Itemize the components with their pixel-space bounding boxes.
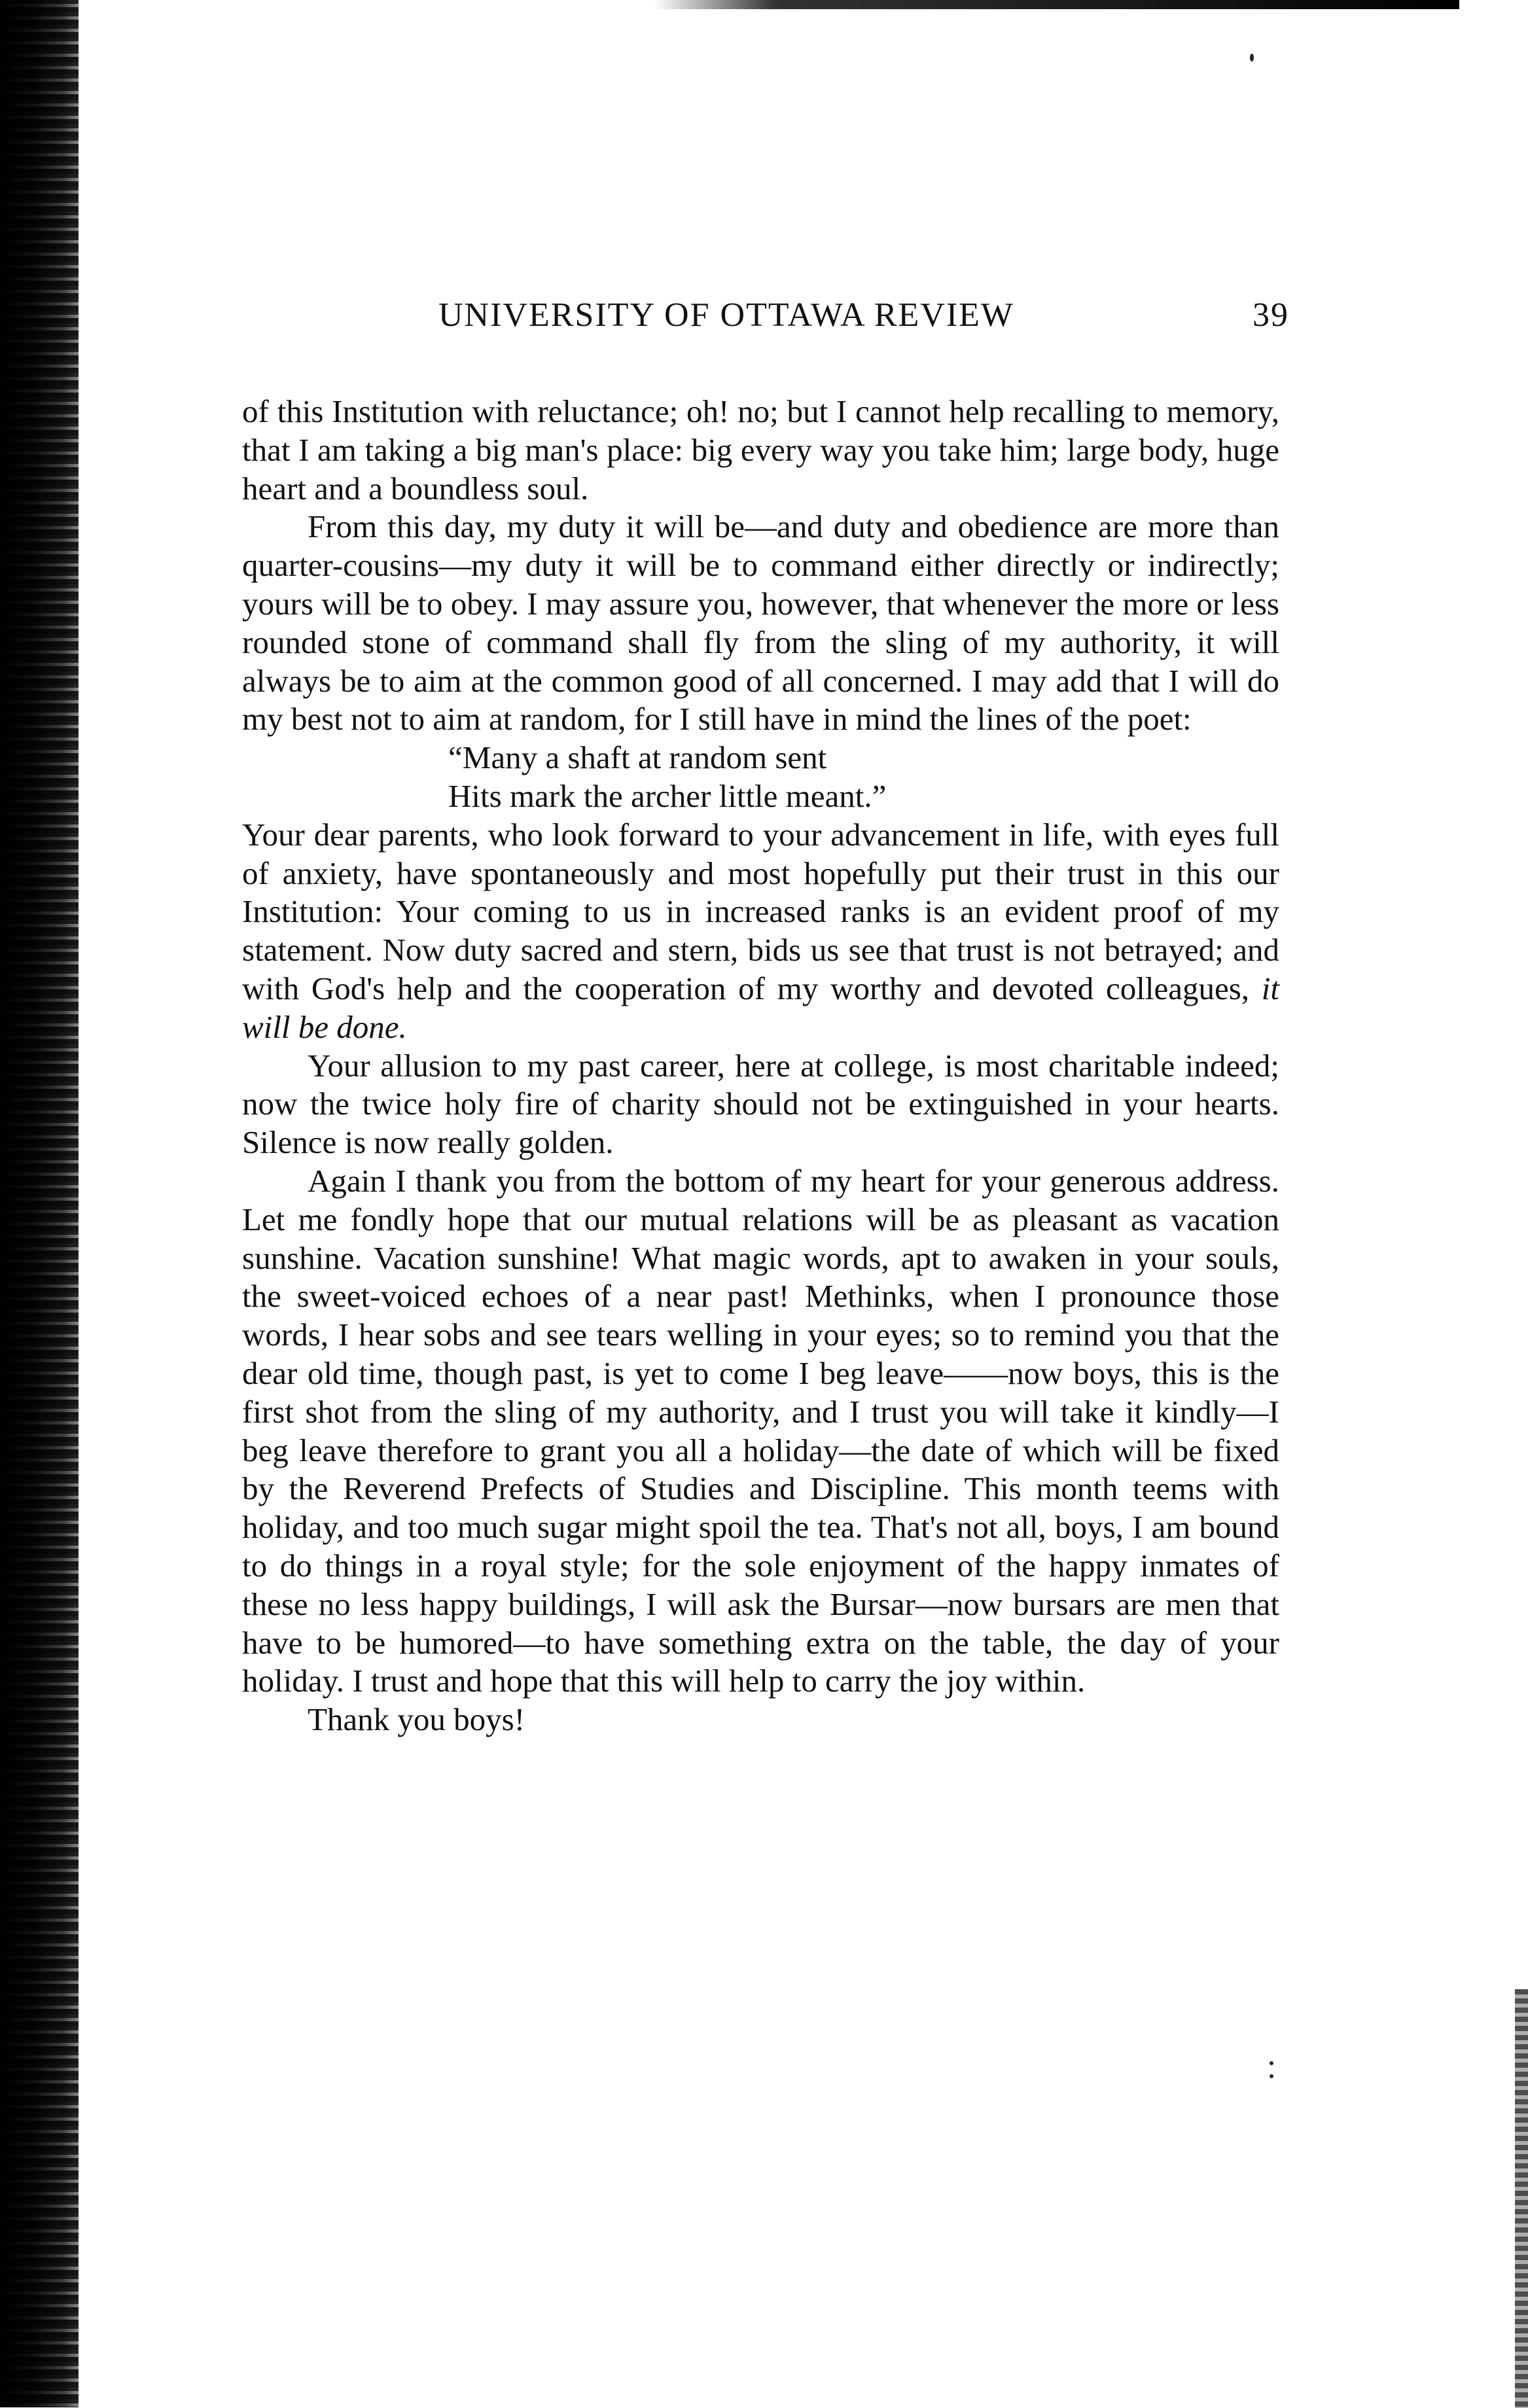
scan-speck [1250,54,1254,62]
verse-line: “Many a shaft at random sent [448,739,827,776]
journal-title: UNIVERSITY OF OTTAWA REVIEW [438,296,1014,334]
verse-quote [448,739,1103,816]
paragraph-closing: Thank you boys! [308,1701,525,1738]
article-body [242,393,1279,1739]
scan-speck [1270,2074,1273,2078]
paragraph-allusion: Your allusion to my past career, here at college, is most charitable indeed; now the twice holy fire of charity should not be extinguished in your hearts. Silence is now really golden. [242,1047,1279,1161]
paragraph-holiday: Again I thank you from the bottom of my heart for your generous address. Let me fondly hope that our mutual relations will be as pleasant as vacation sunshine. Vacation sunshine! What magic words, apt to awaken in your souls, the sweet-voiced echoes of a near past! Methinks, when I pronounce those words, I hear sobs and see tears welling in your eyes; so to remind you that the dear old time, though past, is yet to come I beg leave——now boys, this is the first shot from the sling of my authority, and I trust you will take it kindly—I beg leave therefore to grant you all a holiday—the date of which will be fixed by the Reverend Prefects of Studies and Discipline. This month teems with holiday, and too much sugar might spoil the tea. That's not all, boys, I am bound to do things in a royal style; for the sole enjoyment of the happy inmates of these no less happy buildings, I will ask the Bursar—now bursars are men that have to be humored—to have something extra on the table, the day of your holiday. I trust and hope that this will help to carry the joy within. [242,1162,1279,1699]
paragraph-parents-text: Your dear parents, who look forward to your advancement in life, with eyes full of anxiety, have spontaneously and most hopefully put their trust in this our Institution: Your coming to us in increased ranks is an evident proof of my statement. Now duty sacred and stern, bids us see that trust is not betrayed; and with God's help and the cooperation of my worthy and devoted colleagues, [242,816,1279,1006]
paragraph-continued: of this Institution with reluctance; oh! no; but I cannot help recalling to memory, that I am taking a big man's place: big every way you take him; large body, huge heart and a boundless soul. [242,393,1279,506]
paragraph-parents [242,816,1279,1047]
italic-phrase: it will be done. [242,970,1280,1045]
page-number: 39 [1253,296,1289,334]
running-head [242,296,1289,342]
scan-binding-shadow [0,0,79,2407]
scan-top-edge [654,0,1459,9]
verse-line: Hits mark the archer little meant.” [448,777,887,814]
paragraph-duty: From this day, my duty it will be—and duty and obedience are more than quarter-cousins—my duty it will be to command either directly or indirectly; yours will be to obey. I may assure you, however, that whenever the more or less rounded stone of command shall fly from the sling of my authority, it will always be to aim at the common good of all concerned. I may add that I will do my best not to aim at random, for I still have in mind the lines of the poet: [242,508,1279,737]
scan-right-edge [1515,1989,1528,2408]
scan-speck [1270,2061,1273,2065]
